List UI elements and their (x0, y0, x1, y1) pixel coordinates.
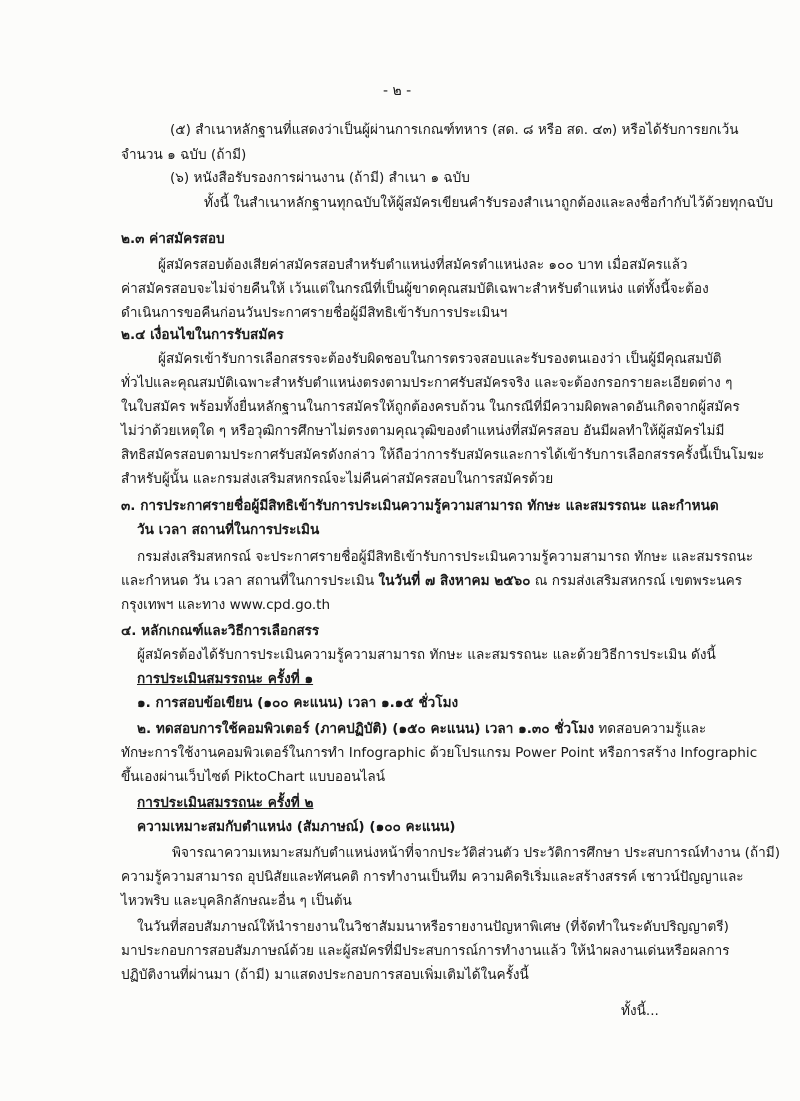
page-number: - ๒ - (383, 83, 412, 99)
sec-2-3-line: ค่าสมัครสอบจะไม่จ่ายคืนให้ เว้นแต่ในกรณีที่เป็นผู้ขาดคุณสมบัติเฉพาะสำหรับตำแหน่ง แต่ทั้งนี้จะต้อง (121, 281, 709, 297)
round-2-line: ไหวพริบ และบุคลิกลักษณะอื่น ๆ เป็นต้น (121, 893, 352, 909)
round-1-item-2-line3: ขึ้นเองผ่านเว็บไซต์ PiktoChart แบบออนไลน์ (121, 769, 386, 785)
sec-2-3-line: ดำเนินการขอคืนก่อนวันประกาศรายชื่อผู้มีสิทธิเข้ารับการประเมินฯ (121, 305, 508, 321)
round-1-title: การประเมินสมรรถนะ ครั้งที่ ๑ (137, 671, 314, 687)
round-2-title: การประเมินสมรรถนะ ครั้งที่ ๒ (137, 795, 314, 811)
list-item-5-line2: จำนวน ๑ ฉบับ (ถ้ามี) (121, 147, 247, 163)
sec-3-line1: กรมส่งเสริมสหกรณ์ จะประกาศรายชื่อผู้มีสิทธิเข้ารับการประเมินความรู้ความสามารถ ทักษะ และสมรรถนะ (137, 549, 754, 565)
sec-2-4-line: ผู้สมัครเข้ารับการเลือกสรรจะต้องรับผิดชอบในการตรวจสอบและรับรองตนเองว่า เป็นผู้มีคุณสมบัติ (158, 351, 722, 367)
sec-2-4-heading: ๒.๔ เงื่อนไขในการรับสมัคร (121, 327, 284, 343)
round-2-line: ความรู้ความสามารถ อุปนิสัยและทัศนคติ การทำงานเป็นทีม ความคิดริเริ่มและสร้างสรรค์ เชาวน์ปัญญาและ (121, 869, 744, 885)
sec-3-line2-text: และกำหนด วัน เวลา สถานที่ในการประเมิน (121, 573, 379, 589)
sec-2-4-line: สำหรับผู้นั้น และกรมส่งเสริมสหกรณ์จะไม่คืนค่าสมัครสอบในการสมัครด้วย (121, 471, 554, 487)
list-note: ทั้งนี้ ในสำเนาหลักฐานทุกฉบับให้ผู้สมัครเขียนคำรับรองสำเนาถูกต้องและลงชื่อกำกับไว้ด้วยทุกฉบับ (204, 195, 774, 211)
sec-2-4-line: ทั่วไปและคุณสมบัติเฉพาะสำหรับตำแหน่งตรงตามประกาศรับสมัครจริง และจะต้องกรอกรายละเอียดต่าง ๆ (121, 375, 733, 391)
round-2-item: ความเหมาะสมกับตำแหน่ง (สัมภาษณ์) (๑๐๐ คะแนน) (137, 819, 456, 835)
sec-2-3-line: ผู้สมัครสอบต้องเสียค่าสมัครสอบสำหรับตำแหน่งที่สมัครตำแหน่งละ ๑๐๐ บาท เมื่อสมัครแล้ว (158, 257, 688, 273)
continuation-marker: ทั้งนี้... (621, 1003, 659, 1019)
sec-3-heading-line2: วัน เวลา สถานที่ในการประเมิน (137, 522, 320, 538)
sec-3-heading-line1: ๓. การประกาศรายชื่อผู้มีสิทธิเข้ารับการประเมินความรู้ความสามารถ ทักษะ และสมรรถนะ และกำหนด (121, 498, 719, 514)
round-1-item-2-title: ๒. ทดสอบการใช้คอมพิวเตอร์ (ภาคปฏิบัติ) (๑๕๐ คะแนน) เวลา ๑.๓๐ ชั่วโมง (137, 721, 595, 737)
sec-4-intro: ผู้สมัครต้องได้รับการประเมินความรู้ความสามารถ ทักษะ และสมรรถนะ และด้วยวิธีการประเมิน ดังนี้ (137, 647, 716, 663)
round-1-item-2 (137, 719, 706, 739)
round-1-item-2-desc: ทดสอบความรู้และ (594, 721, 707, 737)
sec-3-line2-location: ณ กรมส่งเสริมสหกรณ์ เขตพระนคร (530, 573, 743, 589)
list-item-6: (๖) หนังสือรับรองการผ่านงาน (ถ้ามี) สำเนา ๑ ฉบับ (170, 170, 470, 186)
round-1-item-2-line2: ทักษะการใช้งานคอมพิวเตอร์ในการทำ Infographic ด้วยโปรแกรม Power Point หรือการสร้าง Infographic (121, 745, 758, 761)
round-2-line: พิจารณาความเหมาะสมกับตำแหน่งหน้าที่จากประวัติส่วนตัว ประวัติการศึกษา ประสบการณ์ทำงาน (ถ้ามี) (172, 845, 781, 861)
round-1-item-1: ๑. การสอบข้อเขียน (๑๐๐ คะแนน) เวลา ๑.๑๕ ชั่วโมง (137, 695, 459, 711)
sec-3-line3: กรุงเทพฯ และทาง www.cpd.go.th (121, 597, 331, 613)
sec-2-3-heading: ๒.๓ ค่าสมัครสอบ (121, 231, 225, 247)
sec-3-line2 (121, 571, 742, 591)
interview-line: ในวันที่สอบสัมภาษณ์ให้นำรายงานในวิชาสัมมนาหรือรายงานปัญหาพิเศษ (ที่จัดทำในระดับปริญญาตรี) (137, 919, 729, 935)
sec-4-heading: ๔. หลักเกณฑ์และวิธีการเลือกสรร (121, 623, 320, 639)
interview-line: มาประกอบการสอบสัมภาษณ์ด้วย และผู้สมัครที่มีประสบการณ์การทำงานแล้ว ให้นำผลงานเด่นหรือผลการ (121, 943, 730, 959)
sec-2-4-line: สิทธิสมัครสอบตามประกาศรับสมัครดังกล่าว ให้ถือว่าการรับสมัครและการได้เข้ารับการเลือกสรรครั้งนี้เป็นโมฆะ (121, 447, 765, 463)
sec-2-4-line: ในใบสมัคร พร้อมทั้งยื่นหลักฐานในการสมัครให้ถูกต้องครบถ้วน ในกรณีที่มีความผิดพลาดอันเกิดจากผู้สมัคร (121, 399, 740, 415)
list-item-5-line1: (๕) สำเนาหลักฐานที่แสดงว่าเป็นผู้ผ่านการเกณฑ์ทหาร (สด. ๘ หรือ สด. ๔๓) หรือได้รับการยกเว้น (170, 122, 739, 138)
interview-line: ปฏิบัติงานที่ผ่านมา (ถ้ามี) มาแสดงประกอบการสอบเพิ่มเติมได้ในครั้งนี้ (121, 967, 529, 983)
announcement-date: ในวันที่ ๗ สิงหาคม ๒๕๖๐ (378, 573, 531, 589)
sec-2-4-line: ไม่ว่าด้วยเหตุใด ๆ หรือวุฒิการศึกษาไม่ตรงตามคุณวุฒิของตำแหน่งที่สมัครสอบ อันมีผลทำให้ผู้สมัครไม่มี (121, 423, 725, 439)
